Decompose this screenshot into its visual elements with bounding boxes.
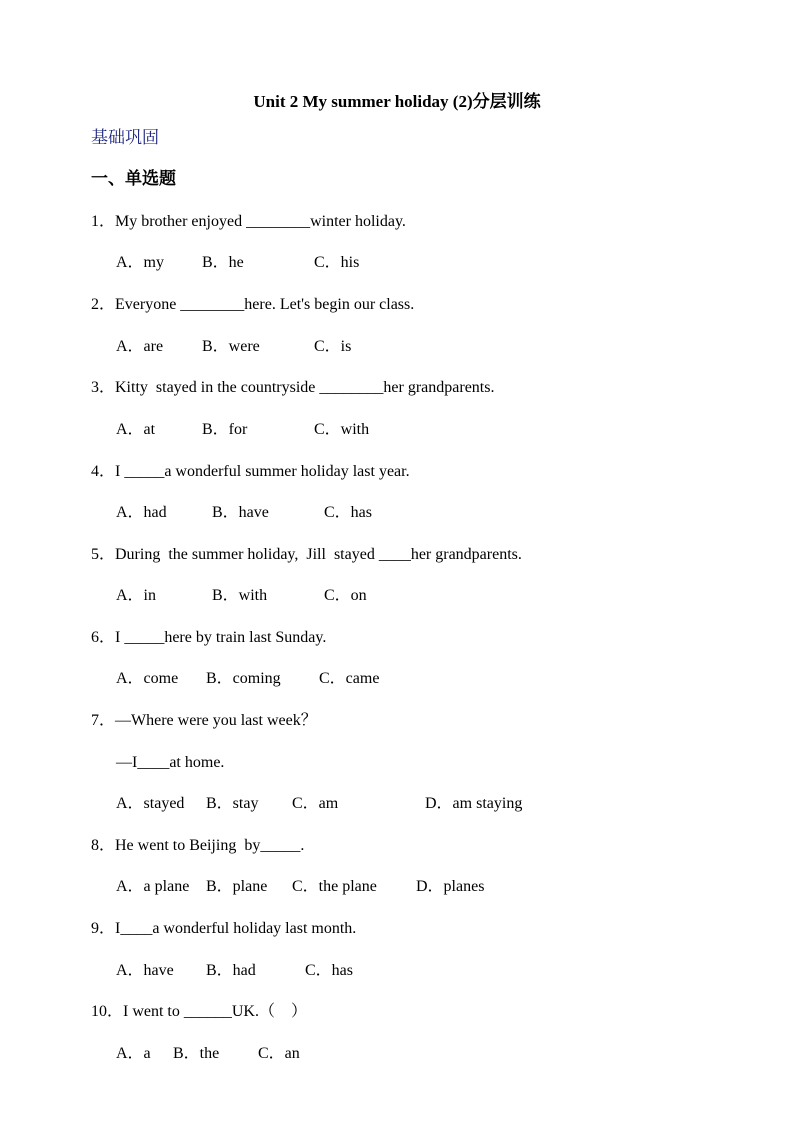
- question-2-stem: 2．Everyone ________here. Let's begin our class.: [91, 296, 415, 313]
- question-9-stem: 9．I____a wonderful holiday last month.: [91, 920, 357, 937]
- question-3-option-c[interactable]: C．with: [314, 421, 370, 438]
- question-7-option-b[interactable]: B．stay: [206, 795, 259, 812]
- question-10-option-c[interactable]: C．an: [258, 1045, 300, 1062]
- question-9-option-a[interactable]: A．have: [116, 962, 174, 979]
- question-10-stem: 10．I went to ______UK.（ ）: [91, 1003, 307, 1020]
- question-8-option-a[interactable]: A．a plane: [116, 878, 190, 895]
- part-heading: 一、单选题: [91, 169, 176, 188]
- question-4-stem: 4．I _____a wonderful summer holiday last year.: [91, 463, 410, 480]
- question-5-option-c[interactable]: C．on: [324, 587, 367, 604]
- question-3-stem: 3．Kitty stayed in the countryside ________her grandparents.: [91, 379, 495, 396]
- question-7-reply: —I____at home.: [116, 754, 225, 771]
- question-8-option-d[interactable]: D．planes: [416, 878, 485, 895]
- question-9-option-b[interactable]: B．had: [206, 962, 256, 979]
- question-10-option-a[interactable]: A．a: [116, 1045, 151, 1062]
- question-6-option-b[interactable]: B．coming: [206, 670, 281, 687]
- question-7-stem: 7．—Where were you last week？: [91, 712, 317, 729]
- question-4-option-a[interactable]: A．had: [116, 504, 167, 521]
- section-heading: 基础巩固: [91, 128, 159, 147]
- question-5-option-b[interactable]: B．with: [212, 587, 268, 604]
- question-2-option-b[interactable]: B．were: [202, 338, 260, 355]
- question-4-option-b[interactable]: B．have: [212, 504, 269, 521]
- question-7-option-c[interactable]: C．am: [292, 795, 339, 812]
- question-5-option-a[interactable]: A．in: [116, 587, 157, 604]
- question-7-option-d[interactable]: D．am staying: [425, 795, 523, 812]
- question-4-option-c[interactable]: C．has: [324, 504, 373, 521]
- question-2-option-a[interactable]: A．are: [116, 338, 164, 355]
- question-1-option-a[interactable]: A．my: [116, 254, 165, 271]
- question-8-stem: 8．He went to Beijing by_____.: [91, 837, 305, 854]
- question-6-stem: 6．I _____here by train last Sunday.: [91, 629, 327, 646]
- question-10-option-b[interactable]: B．the: [173, 1045, 220, 1062]
- question-9-option-c[interactable]: C．has: [305, 962, 354, 979]
- question-1-option-b[interactable]: B．he: [202, 254, 244, 271]
- question-6-option-a[interactable]: A．come: [116, 670, 179, 687]
- question-5-stem: 5．During the summer holiday, Jill stayed ____her grandparents.: [91, 546, 522, 563]
- question-1-stem: 1．My brother enjoyed ________winter holiday.: [91, 213, 406, 230]
- question-1-option-c[interactable]: C．his: [314, 254, 360, 271]
- question-8-option-b[interactable]: B．plane: [206, 878, 268, 895]
- question-7-option-a[interactable]: A．stayed: [116, 795, 185, 812]
- question-8-option-c[interactable]: C．the plane: [292, 878, 377, 895]
- question-3-option-a[interactable]: A．at: [116, 421, 156, 438]
- question-2-option-c[interactable]: C．is: [314, 338, 352, 355]
- page-title: Unit 2 My summer holiday (2)分层训练: [253, 92, 541, 111]
- question-3-option-b[interactable]: B．for: [202, 421, 248, 438]
- question-6-option-c[interactable]: C．came: [319, 670, 380, 687]
